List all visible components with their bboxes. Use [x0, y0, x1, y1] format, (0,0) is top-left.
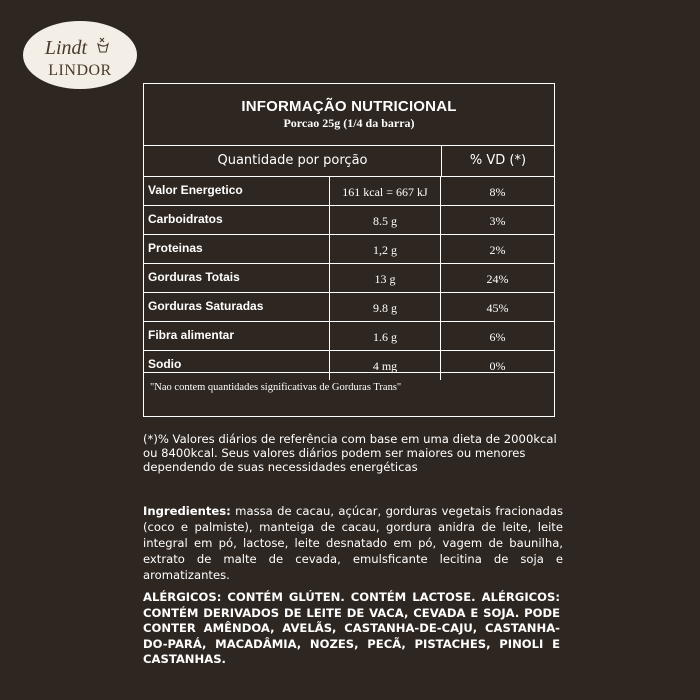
nutrient-name: Fibra alimentar — [148, 328, 235, 342]
nutrient-row — [144, 235, 554, 264]
nutrient-amount: 13 g — [329, 264, 441, 292]
logo-script-text: Lindt — [44, 37, 88, 59]
col-quantity-header: Quantidade por porção — [144, 146, 442, 176]
nutrient-name: Valor Energetico — [148, 183, 243, 197]
nutrient-row — [144, 322, 554, 351]
nutrient-row — [144, 206, 554, 235]
nutrition-facts-panel — [143, 83, 555, 417]
nutrient-vd: 0% — [489, 359, 506, 373]
nutrient-amount: 8.5 g — [329, 206, 441, 234]
allergens-warning: ALÉRGICOS: CONTÉM GLÚTEN. CONTÉM LACTOSE. ALÉRGICOS: CONTÉM DERIVADOS DE LEITE DE VACA, CEVADA E SOJA. PODE CONTER AMÊNDOA, AVELÃS, CASTANHA-DE-CAJU, CASTANHA-DO-PARÁ, MACADÂMIA, NOZES, PECÃ, PISTACHES, PINOLI E CASTANHAS. — [143, 590, 560, 666]
nutrient-vd: 3% — [489, 214, 506, 228]
nutrient-name: Carboidratos — [148, 212, 223, 226]
nutrient-vd: 24% — [486, 272, 509, 286]
nutrient-amount: 4 mg — [329, 351, 441, 380]
table-header — [144, 146, 554, 177]
nutrient-name: Proteinas — [148, 241, 203, 255]
nutrient-vd: 8% — [489, 185, 506, 199]
col-vd-header: % VD (*) — [469, 153, 527, 168]
nutrient-amount: 1,2 g — [329, 235, 441, 263]
nutrient-row — [144, 177, 554, 206]
ingredients-label: Ingredientes: — [143, 504, 231, 518]
serving-size: Porcao 25g (1/4 da barra) — [283, 116, 415, 130]
nutrient-name: Sodio — [148, 357, 182, 371]
ingredients — [143, 503, 563, 583]
trans-fat-note: "Nao contem quantidades significativas de Gorduras Trans" — [144, 372, 554, 416]
nutrition-title: INFORMAÇÃO NUTRICIONAL — [241, 98, 457, 115]
daily-values-note: (*)% Valores diários de referência com base em uma dieta de 2000kcal ou 8400kcal. Seus valores diários podem ser maiores ou menores dependendo de suas necessidades energéticas — [143, 432, 557, 474]
ingredients-text: massa de cacau, açúcar, gorduras vegetais fracionadas (coco e palmiste), manteiga de cacau, gordura anidra de leite, leite integral em pó, lactose, leite desnatado em pó, vagem de baunilha, extrato de malte de cevada, emulsficante lecitina de soja e aromatizantes. — [143, 504, 563, 582]
nutrient-vd: 2% — [489, 243, 506, 257]
lindt-logo — [22, 20, 138, 90]
nutrient-vd: 45% — [486, 301, 509, 315]
nutrient-name: Gorduras Totais — [148, 270, 240, 284]
nutrition-table — [144, 146, 554, 373]
nutrient-row — [144, 293, 554, 322]
nutrient-name: Gorduras Saturadas — [148, 299, 264, 313]
nutrient-vd: 6% — [489, 330, 506, 344]
logo-product-text: LINDOR — [48, 62, 112, 79]
nutrient-amount: 9.8 g — [329, 293, 441, 321]
nutrient-amount: 161 kcal = 667 kJ — [329, 177, 441, 205]
nutrition-header — [144, 84, 554, 146]
nutrient-amount: 1.6 g — [329, 322, 441, 350]
nutrient-row — [144, 264, 554, 293]
nutrient-rows — [144, 177, 554, 380]
